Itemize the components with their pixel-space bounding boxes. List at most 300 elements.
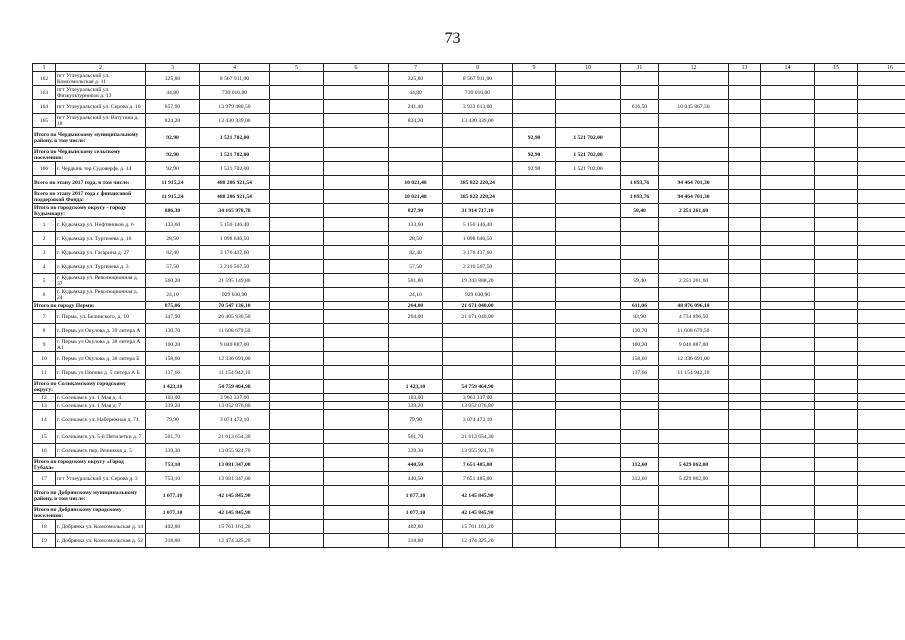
table-cell [324,288,389,302]
table-cell [761,204,815,218]
table-cell [513,204,556,218]
table-cell [270,472,324,486]
table-cell: 5 [33,274,56,288]
table-cell: 42 145 845,90 [200,506,270,520]
table-cell [815,190,858,204]
table-cell: 3 [33,246,56,260]
table-cell [621,148,659,162]
table-cell: 100,20 [621,338,659,352]
table-cell [815,114,858,128]
table-cell: 13 055 924,70 [200,444,270,458]
page-number: 73 [444,30,461,47]
table-cell: 325,80 [146,72,200,86]
table-cell: 133,60 [389,218,443,232]
table-cell: 164 [33,100,56,114]
table-cell: 11 608 679,50 [659,324,729,338]
table-cell: 137,66 [146,366,200,380]
table-cell: 24,10 [389,288,443,302]
table-cell [324,534,389,548]
table-cell [659,520,729,534]
table-cell: г. Пермь, ул. Белинского, д. 10 [56,310,146,324]
table-cell [621,114,659,128]
table-cell [513,114,556,128]
table-cell [621,288,659,302]
table-cell [443,324,513,338]
table-row [33,310,905,324]
table-cell: 165 [33,114,56,128]
table-cell [324,114,389,128]
table-cell: 9 040 887,00 [200,338,270,352]
table-cell: 103,00 [389,394,443,402]
table-cell [761,324,815,338]
table-cell [621,86,659,100]
table-cell: 827,90 [389,204,443,218]
table-cell: 10 021,48 [389,190,443,204]
table-cell [815,394,858,402]
table-cell: 82,40 [389,246,443,260]
table-cell [621,246,659,260]
table-cell: г. Кудымкар ул. Нефтяников д. 6 [56,218,146,232]
table-row [33,274,905,288]
table-cell [443,148,513,162]
table-cell [556,402,621,410]
table-cell [324,100,389,114]
table-cell [858,302,905,310]
table-cell: 15 761 161,20 [443,520,513,534]
table-cell [761,458,815,472]
table-cell: 13 052 076,80 [443,402,513,410]
table-cell [324,352,389,366]
table-cell [513,410,556,430]
table-cell: 824,20 [146,114,200,128]
table-row [33,114,905,128]
table-cell: 12 336 691,00 [659,352,729,366]
table-cell [858,380,905,394]
table-cell: 13 081 347,00 [200,458,270,472]
table-cell [815,458,858,472]
table-cell: 11 154 942,10 [200,366,270,380]
table-row [33,218,905,232]
table-cell [270,394,324,402]
table-cell [324,458,389,472]
table-cell [815,176,858,190]
table-cell [815,218,858,232]
table-cell [324,86,389,100]
table-cell [513,486,556,506]
table-cell [858,86,905,100]
table-cell [270,302,324,310]
table-cell [858,324,905,338]
table-cell [659,246,729,260]
table-cell [815,430,858,444]
table-total-row [33,486,905,506]
table-cell: 11 608 679,50 [200,324,270,338]
column-header: 16 [858,64,905,72]
table-row [33,162,905,176]
table-cell [556,366,621,380]
table-cell [270,128,324,148]
table-cell [324,260,389,274]
table-cell [324,204,389,218]
table-cell: 166 [33,162,56,176]
table-cell [858,288,905,302]
table-cell: г. Соликамск ул. 5-й Пятилетки д. 7 [56,430,146,444]
table-cell: 318,80 [146,534,200,548]
table-cell [761,128,815,148]
column-header: 11 [621,64,659,72]
table-cell [659,148,729,162]
table-cell [659,430,729,444]
table-cell [324,176,389,190]
table-cell: 1 521 702,00 [200,128,270,148]
table-cell: 6 [33,288,56,302]
table-cell [761,310,815,324]
table-cell [324,380,389,394]
table-cell [621,128,659,148]
table-cell [761,534,815,548]
table-cell [659,506,729,520]
table-cell [761,86,815,100]
table-cell [815,410,858,430]
table-cell: 857,90 [146,100,200,114]
table-cell: 79,90 [389,410,443,430]
table-cell [270,232,324,246]
table-cell: 42 145 845,90 [443,506,513,520]
table-cell: 31 914 717,10 [443,204,513,218]
column-header-row [33,64,905,72]
table-cell [324,506,389,520]
table-cell: 264,00 [389,302,443,310]
table-cell [858,232,905,246]
table-cell [815,486,858,506]
table-cell [513,176,556,190]
table-cell: 82,40 [146,246,200,260]
table-cell [556,410,621,430]
table-cell: 21 671 040,00 [443,302,513,310]
table-cell [815,86,858,100]
table-cell [270,324,324,338]
table-cell: 54 759 464,90 [200,380,270,394]
column-header: 1 [33,64,56,72]
table-cell [556,444,621,458]
table-cell: 13 052 076,80 [200,402,270,410]
table-cell [815,232,858,246]
table-cell: 2 251 261,60 [659,204,729,218]
table-row [33,86,905,100]
table-cell [513,274,556,288]
table-cell: Итого по городу Перми: [33,302,146,310]
table-cell [513,86,556,100]
table-cell: 14 [33,410,56,430]
table-cell [324,310,389,324]
table-cell [858,162,905,176]
table-cell: 385 822 220,24 [443,190,513,204]
table-cell [389,352,443,366]
table-cell: г. Кудымкар ул. Гагарина д. 27 [56,246,146,260]
table-cell [556,520,621,534]
table-cell: 12 [33,394,56,402]
table-cell [659,486,729,506]
table-cell: 94 464 701,30 [659,176,729,190]
table-cell [815,148,858,162]
table-cell [761,520,815,534]
table-cell: 1 098 646,50 [443,232,513,246]
table-cell [761,260,815,274]
table-cell [556,260,621,274]
table-row [33,288,905,302]
table-cell [621,260,659,274]
table-cell [324,232,389,246]
table-cell: 70 547 136,10 [200,302,270,310]
table-cell [324,246,389,260]
table-cell [858,402,905,410]
table-cell: 5 150 146,40 [200,218,270,232]
column-header: 14 [761,64,815,72]
table-cell [858,534,905,548]
table-cell [729,72,761,86]
table-cell: 753,10 [146,472,200,486]
table-cell: Всего по этапу 2017 года, в том числе: [33,176,146,190]
table-cell: 929 030,90 [443,288,513,302]
table-cell [324,162,389,176]
table-cell [729,232,761,246]
table-cell [761,430,815,444]
table-cell [556,324,621,338]
table-cell [513,506,556,520]
table-cell: Итого по Добрянскому муниципальному району, в том числе: [33,486,146,506]
table-cell: 92,90 [146,148,200,162]
table-cell: 929 030,90 [200,288,270,302]
table-cell: Итого по городскому округу «Город Губаха» [33,458,146,472]
table-cell: 1 423,10 [146,380,200,394]
table-cell: 560,20 [146,274,200,288]
table-cell [324,486,389,506]
table-cell [815,338,858,352]
table-cell [729,472,761,486]
table-cell [729,218,761,232]
table-cell: 347,90 [146,310,200,324]
table-cell [270,486,324,506]
table-cell: г. Кудымкар ул. Революционная д. 37 [56,274,146,288]
table-cell [513,324,556,338]
table-cell [270,410,324,430]
table-cell [729,380,761,394]
table-cell: 59,40 [621,274,659,288]
table-cell [729,260,761,274]
table-total-row [33,204,905,218]
table-cell [270,534,324,548]
table-row [33,366,905,380]
table-cell [858,148,905,162]
table-cell: 21 595 149,80 [200,274,270,288]
table-cell [389,338,443,352]
table-cell [815,310,858,324]
table-cell: 2 251 261,60 [659,274,729,288]
table-cell: 103,00 [146,394,200,402]
table-cell [556,86,621,100]
table-cell: г. Соликамск ул. 1 Мая д. 4 [56,394,146,402]
table-cell [270,190,324,204]
table-cell: 5 150 146,40 [443,218,513,232]
table-cell [729,302,761,310]
table-cell [621,218,659,232]
table-cell [858,472,905,486]
table-cell [815,162,858,176]
table-cell [513,352,556,366]
table-cell: 1 077,10 [389,506,443,520]
table-cell [270,352,324,366]
table-cell: 54 759 464,90 [443,380,513,394]
table-cell [729,402,761,410]
table-cell [815,402,858,410]
table-cell [621,162,659,176]
table-cell [324,338,389,352]
table-cell [556,72,621,86]
table-row [33,232,905,246]
table-cell [815,260,858,274]
table-cell [815,288,858,302]
table-cell [761,472,815,486]
table-cell [556,100,621,114]
table-cell [324,302,389,310]
table-cell [270,380,324,394]
table-cell [815,472,858,486]
table-cell [513,338,556,352]
table-cell [815,506,858,520]
table-cell [729,310,761,324]
table-cell [621,402,659,410]
table-cell: 79,90 [146,410,200,430]
table-cell [729,352,761,366]
table-cell: 1 893,76 [621,176,659,190]
table-cell: Итого по городскому округу - городу Кудымкару: [33,204,146,218]
table-cell: г. Пермь ул Окулова д. 38 литера Б [56,352,146,366]
table-cell [659,162,729,176]
table-cell: 3 074 472,10 [200,410,270,430]
table-cell: г. Соликамск пер. Речников д. 5 [56,444,146,458]
table-cell [659,114,729,128]
table-cell: 11 915,24 [146,190,200,204]
table-cell [761,352,815,366]
table-cell [270,430,324,444]
table-cell [858,458,905,472]
table-cell [858,190,905,204]
table-cell: 83,90 [621,310,659,324]
table-cell [761,148,815,162]
table-cell: г. Кудымкар ул. Революционная д. 24 [56,288,146,302]
table-cell [270,148,324,162]
table-total-row [33,148,905,162]
table-cell: 3 176 437,60 [200,246,270,260]
table-cell [659,410,729,430]
table-cell [324,402,389,410]
table-cell [513,380,556,394]
table-cell [659,72,729,86]
table-cell: 1 077,10 [146,506,200,520]
table-cell: г. Соликамск ул. 1 Мая д. 7 [56,402,146,410]
table-cell: 4 [33,260,56,274]
table-row [33,402,905,410]
table-cell [324,274,389,288]
table-cell [729,506,761,520]
table-cell: 15 761 161,20 [200,520,270,534]
table-cell [858,176,905,190]
table-cell [513,458,556,472]
table-cell: 10 [33,352,56,366]
table-cell [659,218,729,232]
table-cell: 9 040 887,00 [659,338,729,352]
table-cell [815,246,858,260]
table-cell [729,148,761,162]
table-cell [270,176,324,190]
table-cell [621,72,659,86]
table-cell: 10 021,48 [389,176,443,190]
table-cell [729,430,761,444]
table-cell [761,72,815,86]
table-cell [858,410,905,430]
table-cell: 1 893,76 [621,190,659,204]
table-cell [324,430,389,444]
table-row [33,520,905,534]
table-cell [621,232,659,246]
table-cell [761,366,815,380]
table-cell [389,324,443,338]
table-cell: 48 876 096,10 [659,302,729,310]
table-cell: 130,70 [621,324,659,338]
table-cell [858,310,905,324]
table-cell: пгт Углеуральский ул. Серова д. 16 [56,100,146,114]
column-header: 10 [556,64,621,72]
table-cell [513,444,556,458]
table-cell: 7 651 485,00 [443,458,513,472]
table-cell: 3 963 337,00 [200,394,270,402]
table-cell: 318,80 [389,534,443,548]
table-cell [389,162,443,176]
table-cell [858,260,905,274]
table-cell [389,366,443,380]
table-cell [389,148,443,162]
table-cell: 886,30 [146,204,200,218]
table-cell [815,302,858,310]
table-cell [270,288,324,302]
table-cell: 8 567 911,00 [443,72,513,86]
table-cell [324,148,389,162]
table-cell [621,380,659,394]
table-cell: 753,10 [146,458,200,472]
table-cell [729,114,761,128]
table-cell: 312,60 [621,472,659,486]
table-cell [513,302,556,310]
column-header: 3 [146,64,200,72]
table-cell: 339,30 [146,444,200,458]
table-cell [513,394,556,402]
table-cell [324,72,389,86]
table-cell: 133,60 [146,218,200,232]
table-cell: 264,00 [389,310,443,324]
table-cell [729,444,761,458]
table-cell: 480 286 921,54 [200,176,270,190]
table-cell [729,100,761,114]
table-cell [513,310,556,324]
table-cell [556,430,621,444]
table-cell: 339,20 [389,402,443,410]
table-row [33,430,905,444]
table-cell [513,232,556,246]
table-row [33,444,905,458]
table-cell [659,444,729,458]
table-cell: 15 [33,430,56,444]
table-cell: 8 567 911,00 [200,72,270,86]
